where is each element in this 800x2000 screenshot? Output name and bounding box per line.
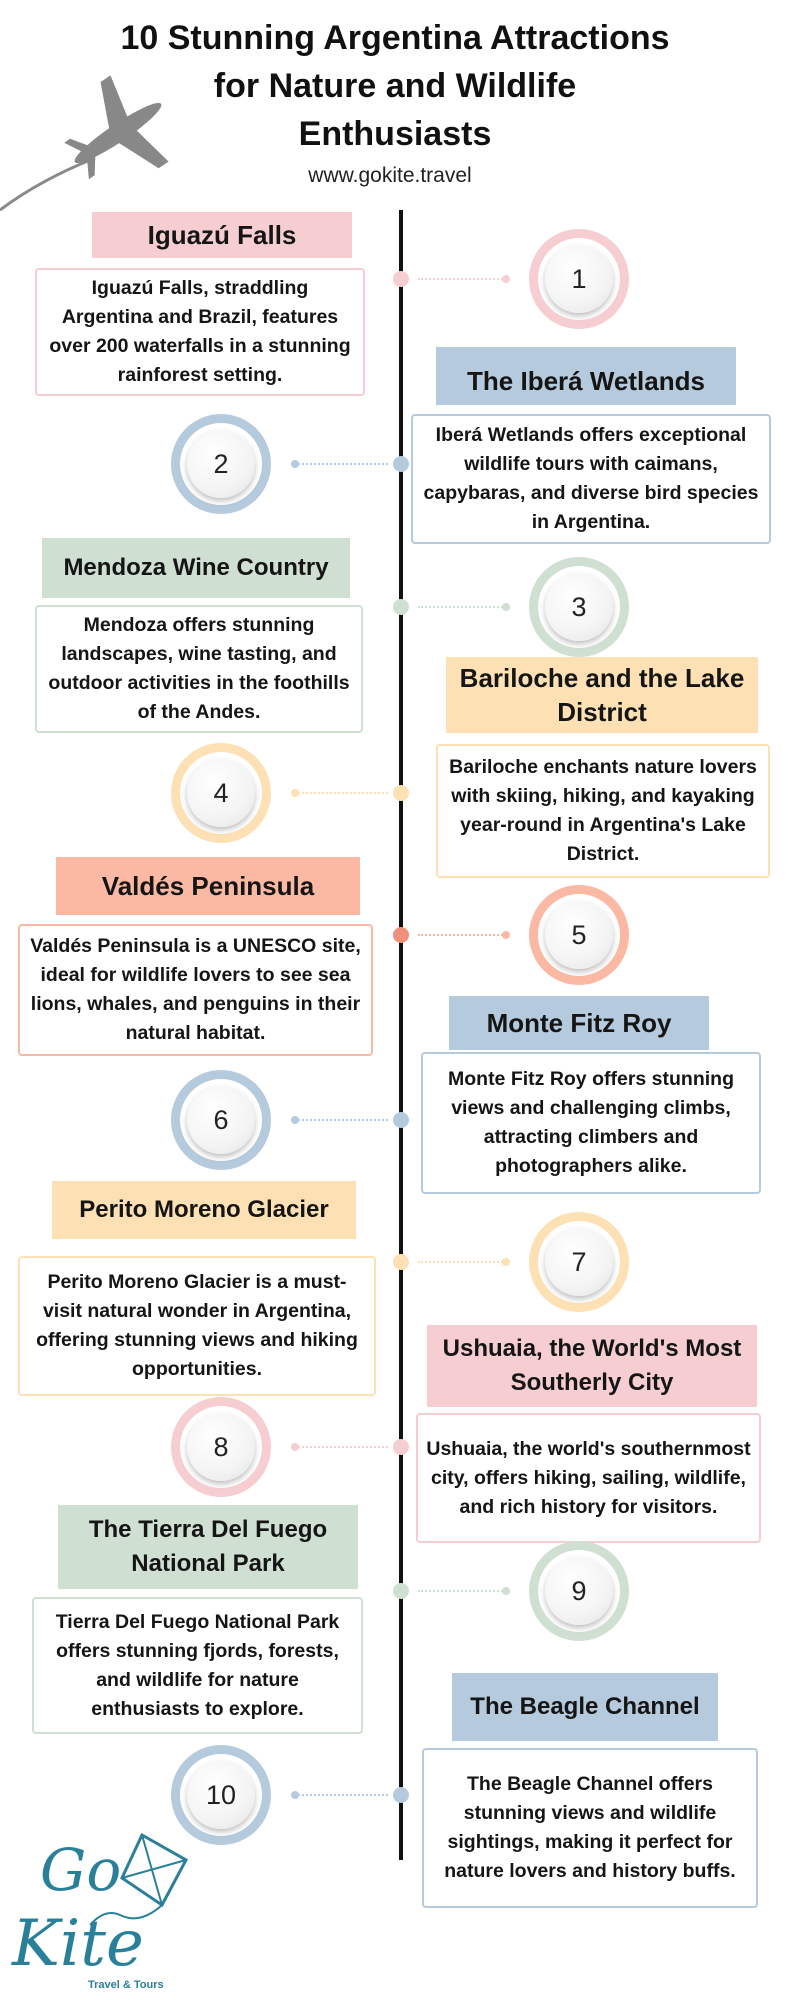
connector-end-dot-9 bbox=[502, 1587, 510, 1595]
connector-line-7 bbox=[418, 1261, 506, 1263]
number-badge-2 bbox=[171, 414, 271, 514]
attraction-5-description: Valdés Peninsula is a UNESCO site, ideal for wildlife lovers to see sea lions, whales, and penguins in their natural habitat. bbox=[18, 924, 373, 1056]
attraction-8-description: Ushuaia, the world's southernmost city, offers hiking, sailing, wildlife, and rich history for visitors. bbox=[416, 1413, 761, 1543]
number-label-6: 6 bbox=[187, 1086, 255, 1154]
connector-line-1 bbox=[418, 278, 506, 280]
timeline-dot-8 bbox=[393, 1439, 409, 1455]
gokite-logo bbox=[10, 1830, 200, 1995]
number-label-2: 2 bbox=[187, 430, 255, 498]
title-line-3: Enthusiasts bbox=[298, 115, 492, 153]
connector-line-9 bbox=[418, 1590, 506, 1592]
attraction-4-description: Bariloche enchants nature lovers with skiing, hiking, and kayaking year-round in Argentina's Lake District. bbox=[436, 744, 770, 878]
connector-line-10 bbox=[298, 1794, 388, 1796]
attraction-4-title: Bariloche and the Lake District bbox=[446, 657, 758, 733]
attraction-9-title: The Tierra Del Fuego National Park bbox=[58, 1505, 358, 1589]
connector-line-2 bbox=[298, 463, 388, 465]
attraction-3-title: Mendoza Wine Country bbox=[42, 538, 350, 598]
attraction-10-description: The Beagle Channel offers stunning views and wildlife sightings, making it perfect for nature lovers and history buffs. bbox=[422, 1748, 758, 1908]
logo-go-text: Go bbox=[40, 1836, 122, 1904]
timeline-dot-7 bbox=[393, 1254, 409, 1270]
attraction-7-description: Perito Moreno Glacier is a must-visit natural wonder in Argentina, offering stunning views and hiking opportunities. bbox=[18, 1256, 376, 1396]
title-line-1: 10 Stunning Argentina Attractions bbox=[120, 19, 670, 57]
number-label-4: 4 bbox=[187, 759, 255, 827]
number-label-5: 5 bbox=[545, 901, 613, 969]
connector-line-3 bbox=[418, 606, 506, 608]
connector-end-dot-5 bbox=[502, 931, 510, 939]
number-badge-5 bbox=[529, 885, 629, 985]
connector-line-6 bbox=[298, 1119, 388, 1121]
attraction-1-title: Iguazú Falls bbox=[92, 212, 352, 258]
number-label-3: 3 bbox=[545, 573, 613, 641]
connector-end-dot-1 bbox=[502, 275, 510, 283]
logo-tagline: Travel & Tours bbox=[88, 1979, 164, 1991]
logo-kite-text: Kite bbox=[12, 1907, 144, 1981]
attraction-1-description: Iguazú Falls, straddling Argentina and Brazil, features over 200 waterfalls in a stunning rainforest setting. bbox=[35, 268, 365, 396]
number-badge-1 bbox=[529, 229, 629, 329]
timeline-dot-3 bbox=[393, 599, 409, 615]
timeline-dot-9 bbox=[393, 1583, 409, 1599]
attraction-6-description: Monte Fitz Roy offers stunning views and challenging climbs, attracting climbers and photographers alike. bbox=[421, 1052, 761, 1194]
timeline-dot-5 bbox=[393, 927, 409, 943]
attraction-8-title: Ushuaia, the World's Most Southerly City bbox=[427, 1325, 757, 1407]
website-url[interactable]: www.gokite.travel bbox=[308, 164, 472, 187]
number-badge-4 bbox=[171, 743, 271, 843]
timeline-dot-6 bbox=[393, 1112, 409, 1128]
timeline-dot-10 bbox=[393, 1787, 409, 1803]
attraction-2-description: Iberá Wetlands offers exceptional wildlife tours with caimans, capybaras, and diverse bird species in Argentina. bbox=[411, 414, 771, 544]
number-label-9: 9 bbox=[545, 1557, 613, 1625]
airplane-icon bbox=[0, 70, 180, 220]
connector-end-dot-7 bbox=[502, 1258, 510, 1266]
connector-line-4 bbox=[298, 792, 388, 794]
connector-end-dot-3 bbox=[502, 603, 510, 611]
timeline-dot-1 bbox=[393, 271, 409, 287]
attraction-3-description: Mendoza offers stunning landscapes, wine tasting, and outdoor activities in the foothills of the Andes. bbox=[35, 605, 363, 733]
number-label-8: 8 bbox=[187, 1413, 255, 1481]
timeline-dot-2 bbox=[393, 456, 409, 472]
number-badge-8 bbox=[171, 1397, 271, 1497]
attraction-10-title: The Beagle Channel bbox=[452, 1673, 718, 1741]
timeline-dot-4 bbox=[393, 785, 409, 801]
connector-line-8 bbox=[298, 1446, 388, 1448]
number-label-10: 10 bbox=[187, 1761, 255, 1829]
attraction-7-title: Perito Moreno Glacier bbox=[52, 1181, 356, 1239]
number-badge-3 bbox=[529, 557, 629, 657]
number-badge-7 bbox=[529, 1212, 629, 1312]
attraction-2-title: The Iberá Wetlands bbox=[436, 347, 736, 405]
number-badge-9 bbox=[529, 1541, 629, 1641]
title-line-2: for Nature and Wildlife bbox=[213, 67, 577, 105]
connector-line-5 bbox=[418, 934, 506, 936]
number-badge-6 bbox=[171, 1070, 271, 1170]
attraction-9-description: Tierra Del Fuego National Park offers stunning fjords, forests, and wildlife for nature enthusiasts to explore. bbox=[32, 1597, 363, 1734]
attraction-6-title: Monte Fitz Roy bbox=[449, 996, 709, 1050]
number-label-7: 7 bbox=[545, 1228, 613, 1296]
number-label-1: 1 bbox=[545, 245, 613, 313]
attraction-5-title: Valdés Peninsula bbox=[56, 857, 360, 915]
